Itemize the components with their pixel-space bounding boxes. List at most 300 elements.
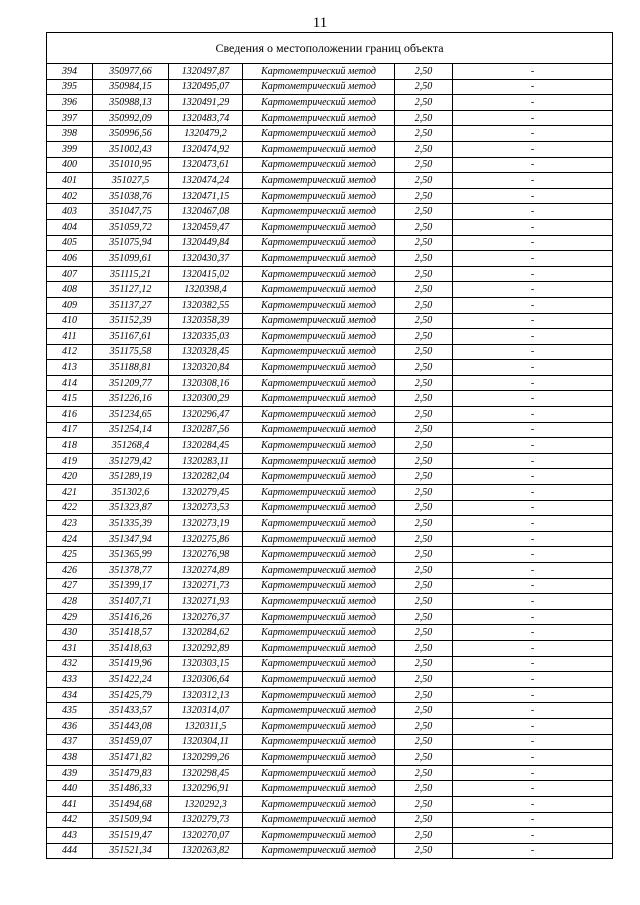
table-row [47,391,613,407]
accuracy-cell: 2,50 [395,485,453,501]
accuracy-cell: 2,50 [395,375,453,391]
point-number-cell: 414 [47,375,93,391]
point-number-cell: 427 [47,578,93,594]
point-number-cell: 400 [47,157,93,173]
accuracy-cell: 2,50 [395,360,453,376]
description-cell: - [453,375,613,391]
method-cell: Картометрический метод [243,297,395,313]
y-coordinate-cell: 1320497,87 [169,64,243,80]
accuracy-cell: 2,50 [395,313,453,329]
description-cell: - [453,360,613,376]
method-cell: Картометрический метод [243,266,395,282]
method-cell: Картометрический метод [243,95,395,111]
description-cell: - [453,188,613,204]
table-row [47,282,613,298]
point-number-cell: 403 [47,204,93,220]
table-row [47,625,613,641]
method-cell: Картометрический метод [243,640,395,656]
table-row [47,266,613,282]
x-coordinate-cell: 351188,81 [93,360,169,376]
x-coordinate-cell: 351167,61 [93,329,169,345]
x-coordinate-cell: 351521,34 [93,843,169,859]
x-coordinate-cell: 350984,15 [93,79,169,95]
point-number-cell: 434 [47,687,93,703]
table-row [47,828,613,844]
method-cell: Картометрический метод [243,796,395,812]
description-cell: - [453,625,613,641]
accuracy-cell: 2,50 [395,531,453,547]
y-coordinate-cell: 1320304,11 [169,734,243,750]
y-coordinate-cell: 1320273,53 [169,500,243,516]
description-cell: - [453,750,613,766]
accuracy-cell: 2,50 [395,453,453,469]
x-coordinate-cell: 351486,33 [93,781,169,797]
method-cell: Картометрический метод [243,687,395,703]
method-cell: Картометрический метод [243,469,395,485]
point-number-cell: 410 [47,313,93,329]
accuracy-cell: 2,50 [395,796,453,812]
description-cell: - [453,843,613,859]
y-coordinate-cell: 1320270,07 [169,828,243,844]
method-cell: Картометрический метод [243,375,395,391]
x-coordinate-cell: 351152,39 [93,313,169,329]
table-row [47,656,613,672]
x-coordinate-cell: 351302,6 [93,485,169,501]
y-coordinate-cell: 1320474,24 [169,173,243,189]
accuracy-cell: 2,50 [395,609,453,625]
y-coordinate-cell: 1320292,3 [169,796,243,812]
point-number-cell: 423 [47,516,93,532]
accuracy-cell: 2,50 [395,547,453,563]
y-coordinate-cell: 1320298,45 [169,765,243,781]
point-number-cell: 409 [47,297,93,313]
x-coordinate-cell: 351010,95 [93,157,169,173]
y-coordinate-cell: 1320276,37 [169,609,243,625]
description-cell: - [453,235,613,251]
y-coordinate-cell: 1320314,07 [169,703,243,719]
table-row [47,703,613,719]
point-number-cell: 412 [47,344,93,360]
y-coordinate-cell: 1320467,08 [169,204,243,220]
method-cell: Картометрический метод [243,750,395,766]
x-coordinate-cell: 351289,19 [93,469,169,485]
description-cell: - [453,141,613,157]
x-coordinate-cell: 351209,77 [93,375,169,391]
accuracy-cell: 2,50 [395,438,453,454]
x-coordinate-cell: 351279,42 [93,453,169,469]
y-coordinate-cell: 1320358,39 [169,313,243,329]
table-row [47,188,613,204]
table-row [47,531,613,547]
description-cell: - [453,812,613,828]
table-row [47,251,613,267]
method-cell: Картометрический метод [243,812,395,828]
point-number-cell: 444 [47,843,93,859]
description-cell: - [453,718,613,734]
accuracy-cell: 2,50 [395,563,453,579]
x-coordinate-cell: 351099,61 [93,251,169,267]
method-cell: Картометрический метод [243,718,395,734]
method-cell: Картометрический метод [243,609,395,625]
description-cell: - [453,219,613,235]
description-cell: - [453,79,613,95]
table-row [47,765,613,781]
y-coordinate-cell: 1320283,11 [169,453,243,469]
table-row [47,407,613,423]
method-cell: Картометрический метод [243,563,395,579]
x-coordinate-cell: 351443,08 [93,718,169,734]
table-row [47,843,613,859]
x-coordinate-cell: 351347,94 [93,531,169,547]
accuracy-cell: 2,50 [395,235,453,251]
accuracy-cell: 2,50 [395,173,453,189]
x-coordinate-cell: 351471,82 [93,750,169,766]
table-row [47,547,613,563]
method-cell: Картометрический метод [243,173,395,189]
description-cell: - [453,516,613,532]
y-coordinate-cell: 1320495,07 [169,79,243,95]
y-coordinate-cell: 1320296,47 [169,407,243,423]
accuracy-cell: 2,50 [395,656,453,672]
point-number-cell: 417 [47,422,93,438]
method-cell: Картометрический метод [243,781,395,797]
accuracy-cell: 2,50 [395,251,453,267]
description-cell: - [453,110,613,126]
page-number: 11 [312,15,328,31]
point-number-cell: 407 [47,266,93,282]
accuracy-cell: 2,50 [395,578,453,594]
table-row [47,609,613,625]
method-cell: Картометрический метод [243,594,395,610]
table-row [47,500,613,516]
point-number-cell: 432 [47,656,93,672]
description-cell: - [453,687,613,703]
point-number-cell: 408 [47,282,93,298]
table-row [47,422,613,438]
description-cell: - [453,828,613,844]
x-coordinate-cell: 351459,07 [93,734,169,750]
y-coordinate-cell: 1320415,02 [169,266,243,282]
table-row [47,734,613,750]
accuracy-cell: 2,50 [395,500,453,516]
accuracy-cell: 2,50 [395,407,453,423]
point-number-cell: 397 [47,110,93,126]
y-coordinate-cell: 1320479,2 [169,126,243,142]
x-coordinate-cell: 351418,57 [93,625,169,641]
y-coordinate-cell: 1320300,29 [169,391,243,407]
x-coordinate-cell: 351509,94 [93,812,169,828]
table-row [47,297,613,313]
description-cell: - [453,734,613,750]
accuracy-cell: 2,50 [395,812,453,828]
accuracy-cell: 2,50 [395,781,453,797]
y-coordinate-cell: 1320471,15 [169,188,243,204]
accuracy-cell: 2,50 [395,765,453,781]
x-coordinate-cell: 351115,21 [93,266,169,282]
accuracy-cell: 2,50 [395,126,453,142]
accuracy-cell: 2,50 [395,703,453,719]
x-coordinate-cell: 351234,65 [93,407,169,423]
method-cell: Картометрический метод [243,188,395,204]
y-coordinate-cell: 1320271,73 [169,578,243,594]
table-row [47,126,613,142]
method-cell: Картометрический метод [243,64,395,80]
point-number-cell: 425 [47,547,93,563]
x-coordinate-cell: 350996,56 [93,126,169,142]
y-coordinate-cell: 1320303,15 [169,656,243,672]
point-number-cell: 422 [47,500,93,516]
y-coordinate-cell: 1320279,73 [169,812,243,828]
point-number-cell: 440 [47,781,93,797]
point-number-cell: 435 [47,703,93,719]
accuracy-cell: 2,50 [395,95,453,111]
table-row [47,375,613,391]
table-row [47,329,613,345]
accuracy-cell: 2,50 [395,828,453,844]
x-coordinate-cell: 351494,68 [93,796,169,812]
point-number-cell: 395 [47,79,93,95]
accuracy-cell: 2,50 [395,469,453,485]
description-cell: - [453,407,613,423]
point-number-cell: 415 [47,391,93,407]
table-row [47,453,613,469]
point-number-cell: 413 [47,360,93,376]
table-body [47,64,613,859]
y-coordinate-cell: 1320274,89 [169,563,243,579]
description-cell: - [453,485,613,501]
method-cell: Картометрический метод [243,500,395,516]
table-row [47,796,613,812]
y-coordinate-cell: 1320312,13 [169,687,243,703]
point-number-cell: 416 [47,407,93,423]
table-row [47,344,613,360]
accuracy-cell: 2,50 [395,672,453,688]
y-coordinate-cell: 1320308,16 [169,375,243,391]
accuracy-cell: 2,50 [395,297,453,313]
table-row [47,157,613,173]
description-cell: - [453,391,613,407]
method-cell: Картометрический метод [243,344,395,360]
y-coordinate-cell: 1320284,62 [169,625,243,641]
point-number-cell: 406 [47,251,93,267]
method-cell: Картометрический метод [243,79,395,95]
y-coordinate-cell: 1320292,89 [169,640,243,656]
description-cell: - [453,422,613,438]
y-coordinate-cell: 1320449,84 [169,235,243,251]
table-row [47,141,613,157]
point-number-cell: 394 [47,64,93,80]
method-cell: Картометрический метод [243,329,395,345]
point-number-cell: 438 [47,750,93,766]
accuracy-cell: 2,50 [395,110,453,126]
description-cell: - [453,126,613,142]
method-cell: Картометрический метод [243,765,395,781]
accuracy-cell: 2,50 [395,79,453,95]
method-cell: Картометрический метод [243,734,395,750]
description-cell: - [453,282,613,298]
table-row [47,219,613,235]
x-coordinate-cell: 350977,66 [93,64,169,80]
description-cell: - [453,453,613,469]
description-cell: - [453,563,613,579]
point-number-cell: 401 [47,173,93,189]
method-cell: Картометрический метод [243,235,395,251]
table-row [47,672,613,688]
method-cell: Картометрический метод [243,516,395,532]
method-cell: Картометрический метод [243,141,395,157]
x-coordinate-cell: 351268,4 [93,438,169,454]
method-cell: Картометрический метод [243,422,395,438]
method-cell: Картометрический метод [243,703,395,719]
method-cell: Картометрический метод [243,157,395,173]
point-number-cell: 396 [47,95,93,111]
description-cell: - [453,796,613,812]
method-cell: Картометрический метод [243,110,395,126]
table-row [47,469,613,485]
table-row [47,110,613,126]
table-row [47,718,613,734]
point-number-cell: 424 [47,531,93,547]
description-cell: - [453,672,613,688]
table-row [47,812,613,828]
description-cell: - [453,547,613,563]
y-coordinate-cell: 1320306,64 [169,672,243,688]
y-coordinate-cell: 1320483,74 [169,110,243,126]
accuracy-cell: 2,50 [395,204,453,220]
description-cell: - [453,297,613,313]
point-number-cell: 405 [47,235,93,251]
method-cell: Картометрический метод [243,360,395,376]
description-cell: - [453,64,613,80]
method-cell: Картометрический метод [243,438,395,454]
method-cell: Картометрический метод [243,407,395,423]
y-coordinate-cell: 1320382,55 [169,297,243,313]
y-coordinate-cell: 1320263,82 [169,843,243,859]
y-coordinate-cell: 1320335,03 [169,329,243,345]
accuracy-cell: 2,50 [395,219,453,235]
description-cell: - [453,500,613,516]
y-coordinate-cell: 1320271,93 [169,594,243,610]
y-coordinate-cell: 1320474,92 [169,141,243,157]
accuracy-cell: 2,50 [395,188,453,204]
accuracy-cell: 2,50 [395,687,453,703]
method-cell: Картометрический метод [243,282,395,298]
point-number-cell: 428 [47,594,93,610]
y-coordinate-cell: 1320398,4 [169,282,243,298]
x-coordinate-cell: 351407,71 [93,594,169,610]
table-row [47,781,613,797]
point-number-cell: 404 [47,219,93,235]
x-coordinate-cell: 351425,79 [93,687,169,703]
method-cell: Картометрический метод [243,656,395,672]
point-number-cell: 402 [47,188,93,204]
point-number-cell: 420 [47,469,93,485]
method-cell: Картометрический метод [243,485,395,501]
x-coordinate-cell: 351519,47 [93,828,169,844]
accuracy-cell: 2,50 [395,843,453,859]
table-row [47,95,613,111]
y-coordinate-cell: 1320275,86 [169,531,243,547]
y-coordinate-cell: 1320299,26 [169,750,243,766]
description-cell: - [453,157,613,173]
point-number-cell: 411 [47,329,93,345]
point-number-cell: 399 [47,141,93,157]
y-coordinate-cell: 1320273,19 [169,516,243,532]
x-coordinate-cell: 351127,12 [93,282,169,298]
x-coordinate-cell: 351137,27 [93,297,169,313]
table-row [47,516,613,532]
accuracy-cell: 2,50 [395,750,453,766]
description-cell: - [453,781,613,797]
point-number-cell: 441 [47,796,93,812]
method-cell: Картометрический метод [243,625,395,641]
method-cell: Картометрический метод [243,219,395,235]
description-cell: - [453,313,613,329]
method-cell: Картометрический метод [243,313,395,329]
description-cell: - [453,609,613,625]
table-row [47,64,613,80]
table-row [47,204,613,220]
x-coordinate-cell: 351399,17 [93,578,169,594]
accuracy-cell: 2,50 [395,640,453,656]
accuracy-cell: 2,50 [395,422,453,438]
description-cell: - [453,531,613,547]
point-number-cell: 429 [47,609,93,625]
accuracy-cell: 2,50 [395,64,453,80]
method-cell: Картометрический метод [243,843,395,859]
description-cell: - [453,95,613,111]
x-coordinate-cell: 351416,26 [93,609,169,625]
accuracy-cell: 2,50 [395,625,453,641]
y-coordinate-cell: 1320287,56 [169,422,243,438]
y-coordinate-cell: 1320311,5 [169,718,243,734]
accuracy-cell: 2,50 [395,282,453,298]
x-coordinate-cell: 351418,63 [93,640,169,656]
description-cell: - [453,204,613,220]
y-coordinate-cell: 1320276,98 [169,547,243,563]
accuracy-cell: 2,50 [395,594,453,610]
x-coordinate-cell: 351365,99 [93,547,169,563]
description-cell: - [453,344,613,360]
method-cell: Картометрический метод [243,828,395,844]
method-cell: Картометрический метод [243,547,395,563]
accuracy-cell: 2,50 [395,141,453,157]
table-row [47,594,613,610]
accuracy-cell: 2,50 [395,516,453,532]
method-cell: Картометрический метод [243,126,395,142]
x-coordinate-cell: 351323,87 [93,500,169,516]
x-coordinate-cell: 351038,76 [93,188,169,204]
point-number-cell: 436 [47,718,93,734]
y-coordinate-cell: 1320284,45 [169,438,243,454]
description-cell: - [453,594,613,610]
y-coordinate-cell: 1320491,29 [169,95,243,111]
point-number-cell: 442 [47,812,93,828]
x-coordinate-cell: 350992,09 [93,110,169,126]
x-coordinate-cell: 351422,24 [93,672,169,688]
accuracy-cell: 2,50 [395,157,453,173]
point-number-cell: 419 [47,453,93,469]
method-cell: Картометрический метод [243,578,395,594]
accuracy-cell: 2,50 [395,718,453,734]
point-number-cell: 439 [47,765,93,781]
point-number-cell: 443 [47,828,93,844]
x-coordinate-cell: 351002,43 [93,141,169,157]
boundary-table [46,32,613,859]
method-cell: Картометрический метод [243,251,395,267]
y-coordinate-cell: 1320328,45 [169,344,243,360]
x-coordinate-cell: 351479,83 [93,765,169,781]
